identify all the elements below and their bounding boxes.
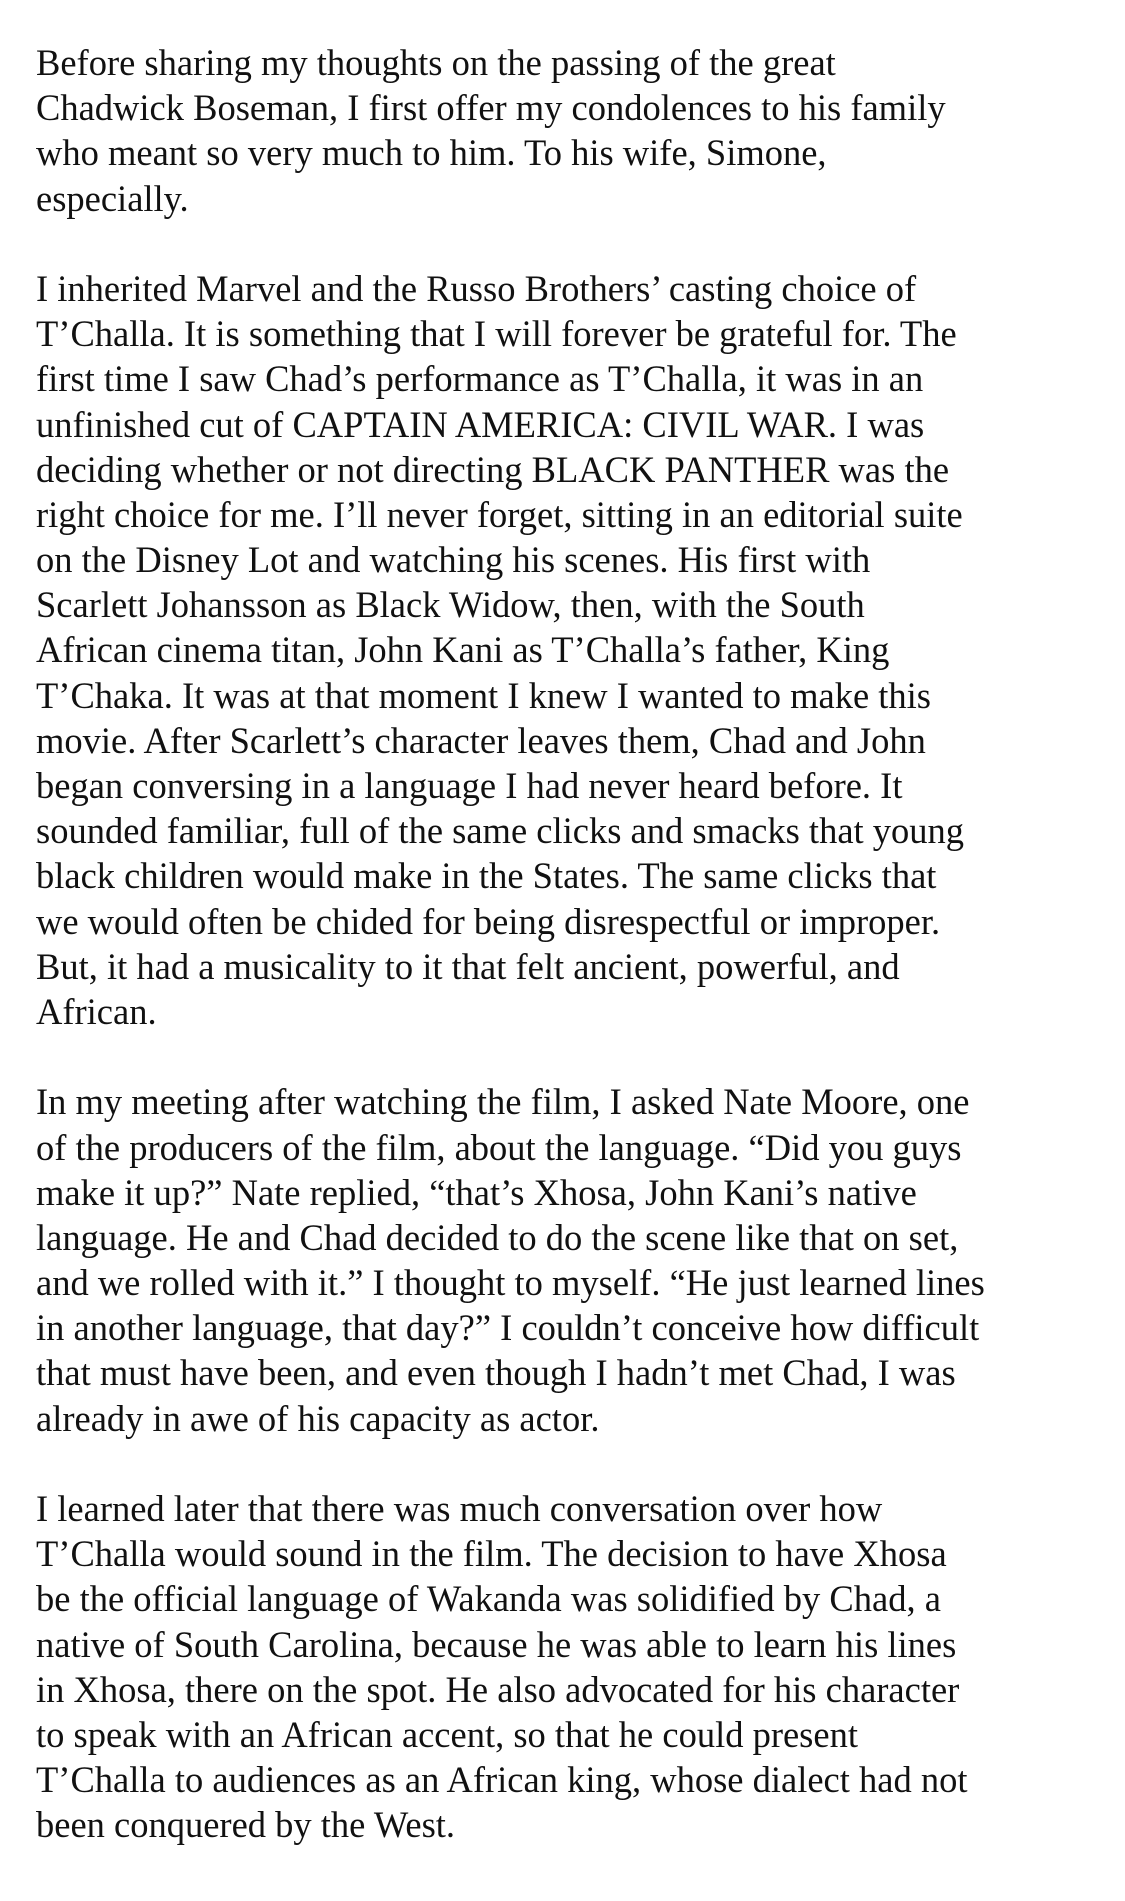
text-line: I inherited Marvel and the Russo Brothers’ casting choice of [36, 267, 917, 309]
text-line: movie. After Scarlett’s character leaves them, Chad and John [36, 719, 926, 761]
text-line: In my meeting after watching the film, I asked Nate Moore, one [36, 1081, 970, 1123]
text-line: language. He and Chad decided to do the scene like that on set, [36, 1216, 959, 1258]
text-line: T’Challa. It is something that I will forever be grateful for. The [36, 313, 957, 355]
paragraph-condolences [36, 40, 1096, 221]
text-line: who meant so very much to him. To his wife, Simone, [36, 132, 827, 174]
text-line: to speak with an African accent, so that he could present [36, 1713, 858, 1755]
text-line: Scarlett Johansson as Black Widow, then, with the South [36, 584, 865, 626]
text-line: T’Challa would sound in the film. The decision to have Xhosa [36, 1533, 947, 1575]
text-line: be the official language of Wakanda was solidified by Chad, a [36, 1578, 941, 1620]
text-line: Chadwick Boseman, I first offer my condolences to his family [36, 87, 946, 129]
paragraph-xhosa-decision [36, 1486, 1096, 1848]
text-line: already in awe of his capacity as actor. [36, 1397, 600, 1439]
text-line: make it up?” Nate replied, “that’s Xhosa, John Kani’s native [36, 1171, 917, 1213]
text-line: right choice for me. I’ll never forget, sitting in an editorial suite [36, 493, 963, 535]
paragraph-language-meeting [36, 1079, 1096, 1441]
text-line: that must have been, and even though I hadn’t met Chad, I was [36, 1352, 956, 1394]
text-line: on the Disney Lot and watching his scenes. His first with [36, 539, 871, 581]
text-line: of the producers of the film, about the language. “Did you guys [36, 1126, 962, 1168]
text-line: Before sharing my thoughts on the passing of the great [36, 42, 836, 83]
paragraph-first-viewing [36, 266, 1096, 1034]
text-line: African cinema titan, John Kani as T’Challa’s father, King [36, 629, 890, 671]
text-line: in Xhosa, there on the spot. He also advocated for his character [36, 1668, 960, 1710]
text-line: T’Challa to audiences as an African king, whose dialect had not [36, 1759, 968, 1801]
statement-document [36, 40, 1096, 1893]
text-line: first time I saw Chad’s performance as T’Challa, it was in an [36, 358, 924, 400]
text-line: T’Chaka. It was at that moment I knew I wanted to make this [36, 674, 932, 716]
text-line: been conquered by the West. [36, 1804, 456, 1846]
text-line: black children would make in the States. The same clicks that [36, 855, 937, 897]
text-line: unfinished cut of CAPTAIN AMERICA: CIVIL WAR. I was [36, 403, 925, 445]
text-line: But, it had a musicality to it that felt ancient, powerful, and [36, 945, 900, 987]
text-line: native of South Carolina, because he was able to learn his lines [36, 1623, 957, 1665]
text-line: in another language, that day?” I couldn’t conceive how difficult [36, 1307, 980, 1349]
text-line: began conversing in a language I had never heard before. It [36, 765, 903, 806]
text-line: deciding whether or not directing BLACK PANTHER was the [36, 448, 950, 490]
text-line: and we rolled with it.” I thought to myself. “He just learned lines [36, 1262, 985, 1304]
text-line: especially. [36, 177, 189, 219]
text-line: I learned later that there was much conversation over how [36, 1488, 883, 1529]
text-line: sounded familiar, full of the same clicks and smacks that young [36, 810, 965, 852]
text-line: we would often be chided for being disrespectful or improper. [36, 900, 941, 942]
text-line: African. [36, 990, 157, 1032]
